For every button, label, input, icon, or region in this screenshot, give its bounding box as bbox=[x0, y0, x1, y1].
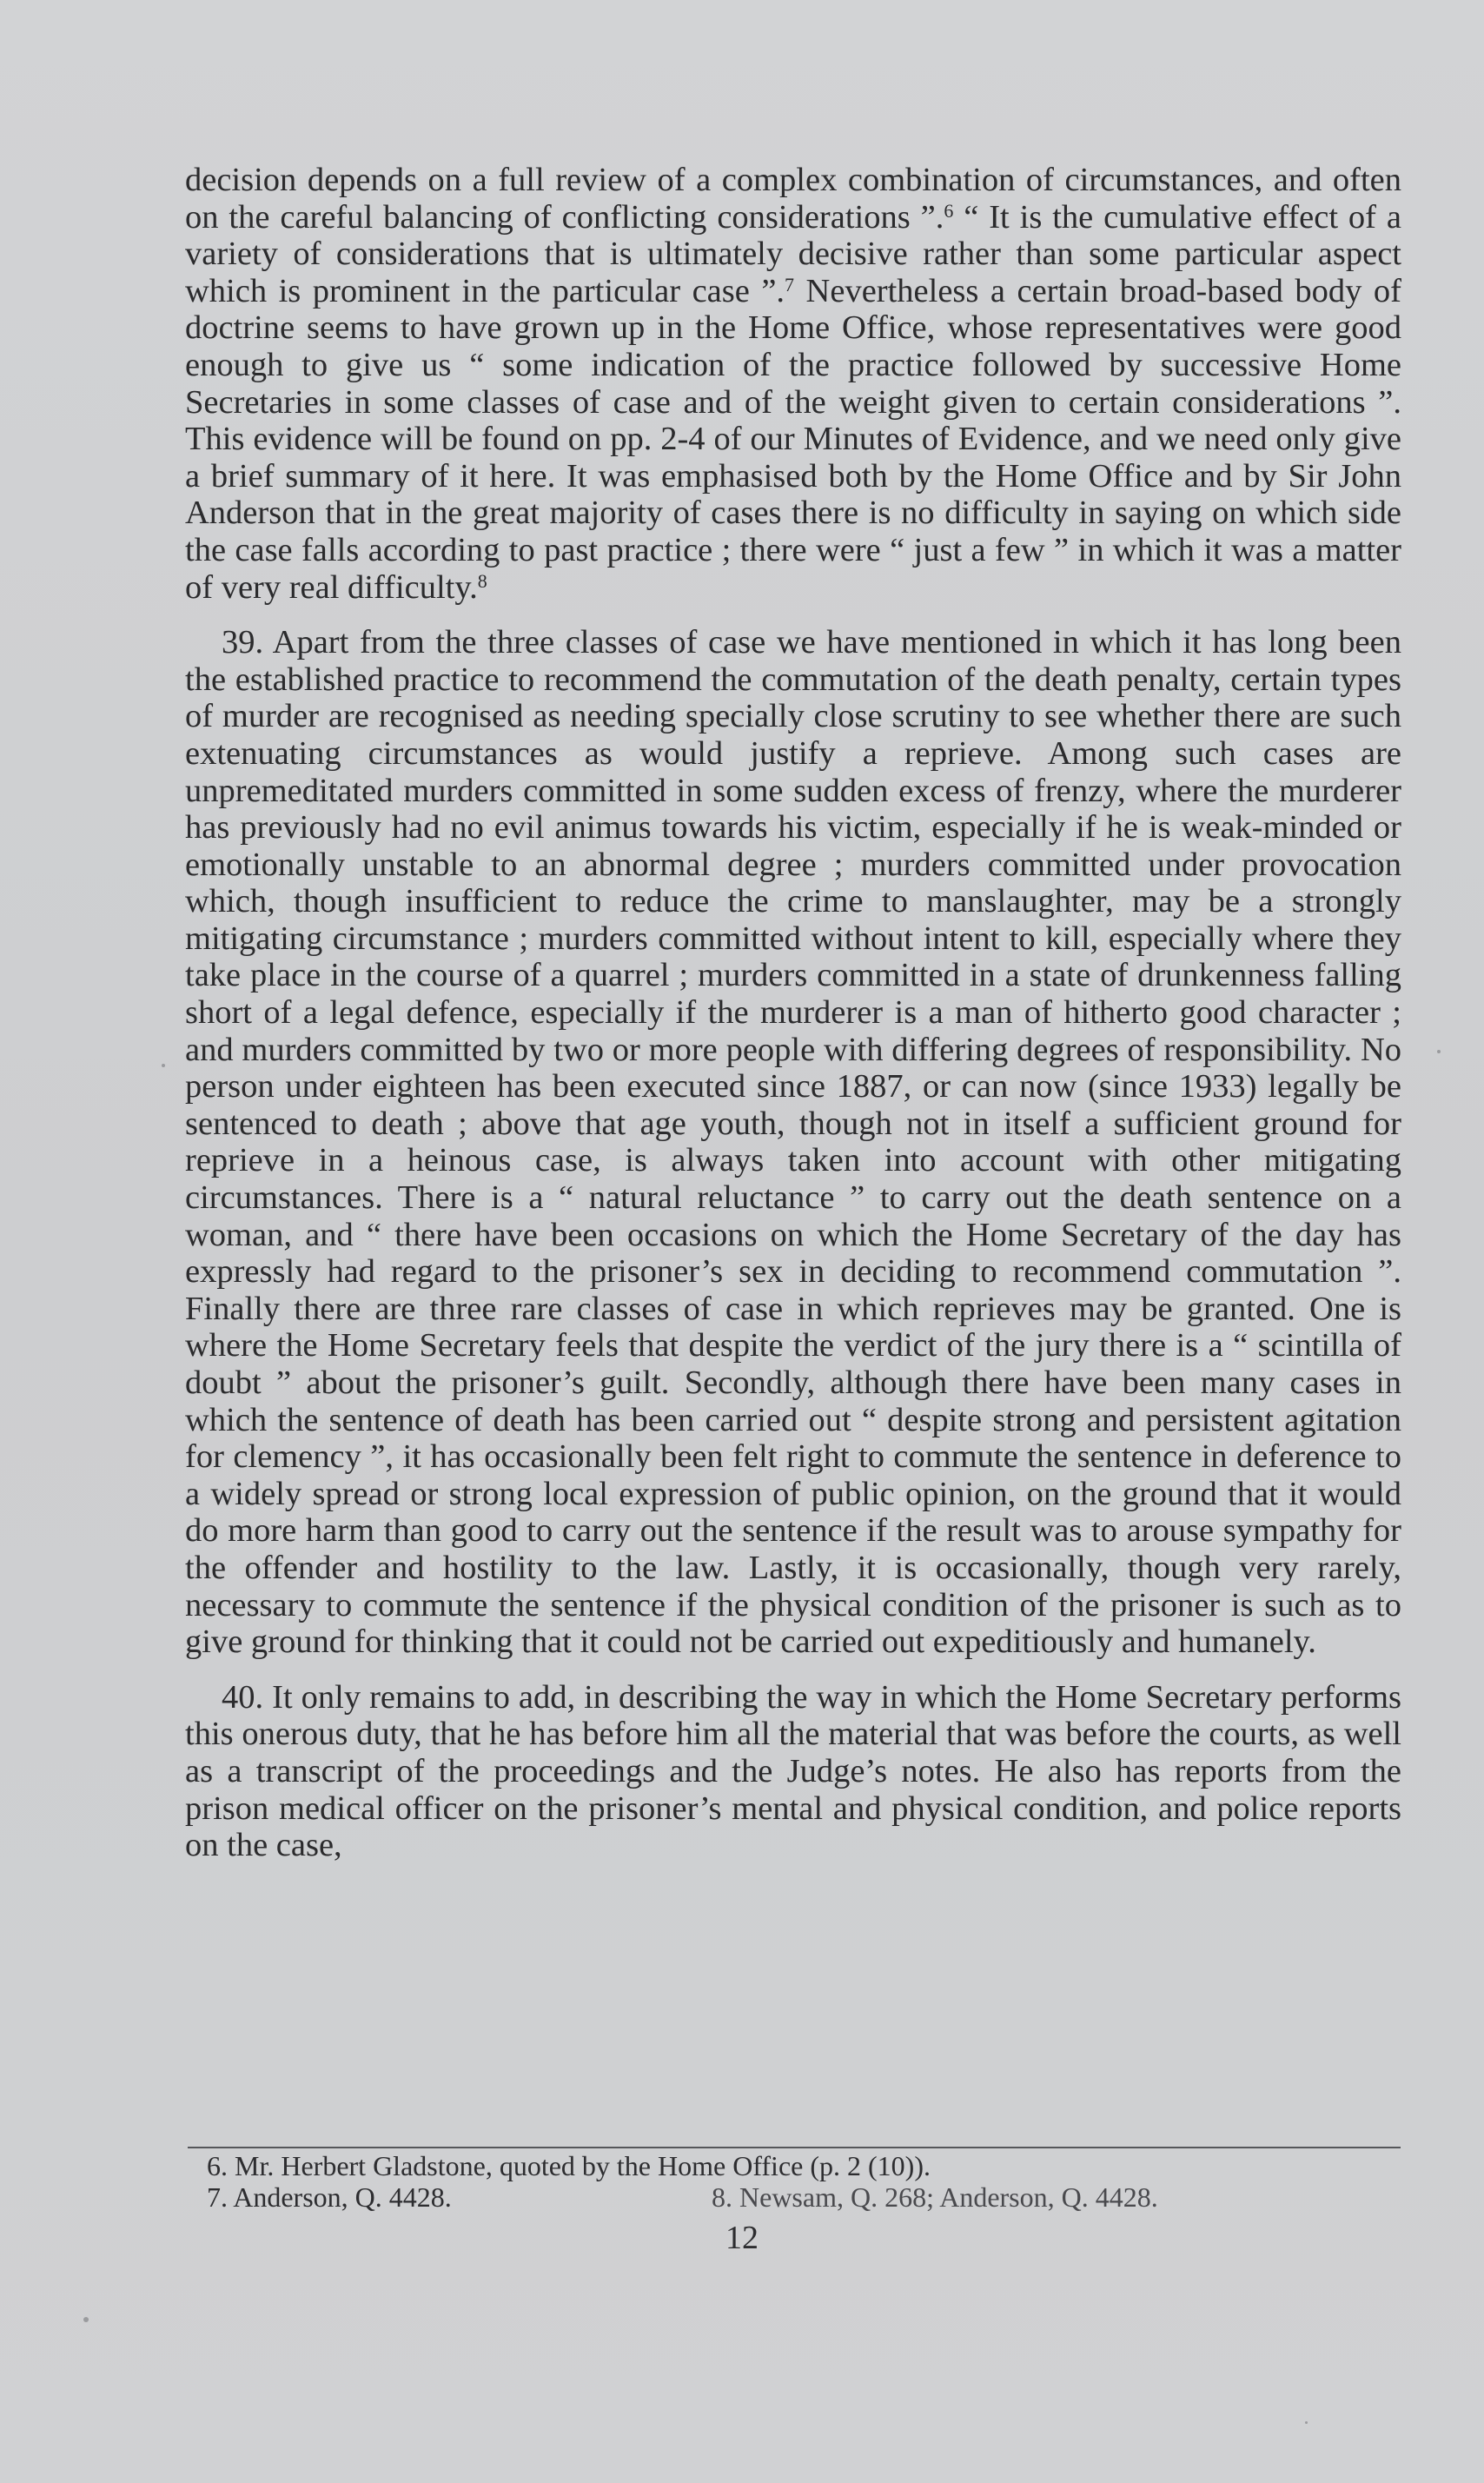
paragraph-39-text: Apart from the three classes of case we have mentioned in which it has long been the established practice to recommend the commutation of the death penalty, certain types of murder are recognised as needing specially close scrutiny to see whether there are such extenuating circumstances as would justify a reprieve. Among such cases are unpremeditated murders committed in some sudden excess of frenzy, where the murderer has previously had no evil animus towards his victim, especially if he is weak-minded or emotionally unstable to an abnormal degree ; murders committed under provocation which, though insufficient to reduce the crime to manslaughter, may be a strongly mitigating circumstance ; murders committed without intent to kill, especially where they take place in the course of a quarrel ; murders committed in a state of drunkenness falling short of a legal defence, especially if the murderer is a man of hitherto good character ; and murders committed by two or more people with differing degrees of responsibility. No person under eighteen has been executed since 1887, or can now (since 1933) legally be sentenced to death ; above that age youth, though not in itself a sufficient ground for reprieve in a heinous case, is always taken into account with other mitigating circumstances. There is a “ natural reluctance ” to carry out the death sentence on a woman, and “ there have been occasions on which the Home Secretary of the day has expressly had regard to the prisoner’s sex in deciding to recommend commutation ”. Finally there are three rare classes of case in which reprieves may be granted. One is where the Home Secretary feels that despite the verdict of the jury there is a “ scintilla of doubt ” about the prisoner’s guilt. Secondly, although there have been many cases in which the sentence of death has been carried out “ despite strong and persistent agitation for clemency ”, it has occasionally been felt right to commute the sentence in deference to a widely spread or strong local expression of public opinion, on the ground that it would do more harm than good to carry out the sentence if the result was to arouse sympathy for the offender and hostility to the law. Lastly, it is occasionally, though very rarely, necessary to commute the sentence if the physical condition of the prisoner is such as to give ground for thinking that it could not be carried out expeditiously and humanely. bbox=[185, 624, 1401, 1661]
page-number: 12 bbox=[725, 2220, 759, 2256]
footnote-ref-7: 7 bbox=[785, 273, 795, 295]
paragraph-40 bbox=[185, 1679, 1401, 1864]
paragraph-40-text: It only remains to add, in describing the way in which the Home Secretary performs this onerous duty, that he has before him all the material that was before the courts, as well as a transcript of the proceedings and the Judge’s notes. He also has reports from the prison medical officer on the prisoner’s mental and physical condition, and police reports on the case, bbox=[185, 1678, 1402, 1864]
footnotes bbox=[207, 2150, 1399, 2213]
paper-speck bbox=[83, 2317, 89, 2322]
paragraph-38 bbox=[185, 162, 1401, 606]
footnote-7: 7. Anderson, Q. 4428. bbox=[207, 2181, 452, 2213]
body-text bbox=[185, 162, 1401, 1864]
paragraph-38-text-2: “ It is the cumulative effect of a variety of considerations that is ultimately decisive rather than some particular aspect which is prominent in the particular case ”. bbox=[185, 198, 1401, 309]
footnote-8: 8. Newsam, Q. 268; Anderson, Q. 4428. bbox=[712, 2181, 1158, 2213]
paper-speck bbox=[162, 1064, 165, 1067]
paper-speck bbox=[1437, 1050, 1441, 1053]
footnote-row-1 bbox=[207, 2150, 1399, 2181]
footnote-row-2 bbox=[207, 2181, 1399, 2213]
footnote-6: 6. Mr. Herbert Gladstone, quoted by the Home Office (p. 2 (10)). bbox=[207, 2150, 931, 2181]
footnote-ref-8: 8 bbox=[477, 569, 487, 592]
paragraph-38-text-3: Nevertheless a certain broad-based body of doctrine seems to have grown up in the Home Office, whose representatives were good enough to give us “ some indication of the practice followed by successive Home Secretaries in some classes of case and of the weight given to certain considerations ”. This evidence will be found on pp. 2-4 of our Minutes of Evidence, and we need only give a brief summary of it here. It was emphasised both by the Home Office and by Sir John Anderson that in the great majority of cases there is no difficulty in saying on which side the case falls according to past practice ; there were “ just a few ” in which it was a matter of very real difficulty. bbox=[185, 272, 1401, 606]
paper-speck bbox=[1305, 2421, 1308, 2424]
footnote-divider bbox=[188, 2147, 1401, 2148]
paragraph-39-number: 39. bbox=[222, 624, 264, 661]
paragraph-40-number: 40. bbox=[222, 1678, 264, 1716]
paragraph-39 bbox=[185, 624, 1401, 1661]
paragraph-38-text-1: decision depends on a full review of a complex combination of circumstances, and often on the careful balancing of conflicting considerations ”. bbox=[185, 162, 1401, 236]
footnote-ref-6: 6 bbox=[944, 199, 954, 222]
